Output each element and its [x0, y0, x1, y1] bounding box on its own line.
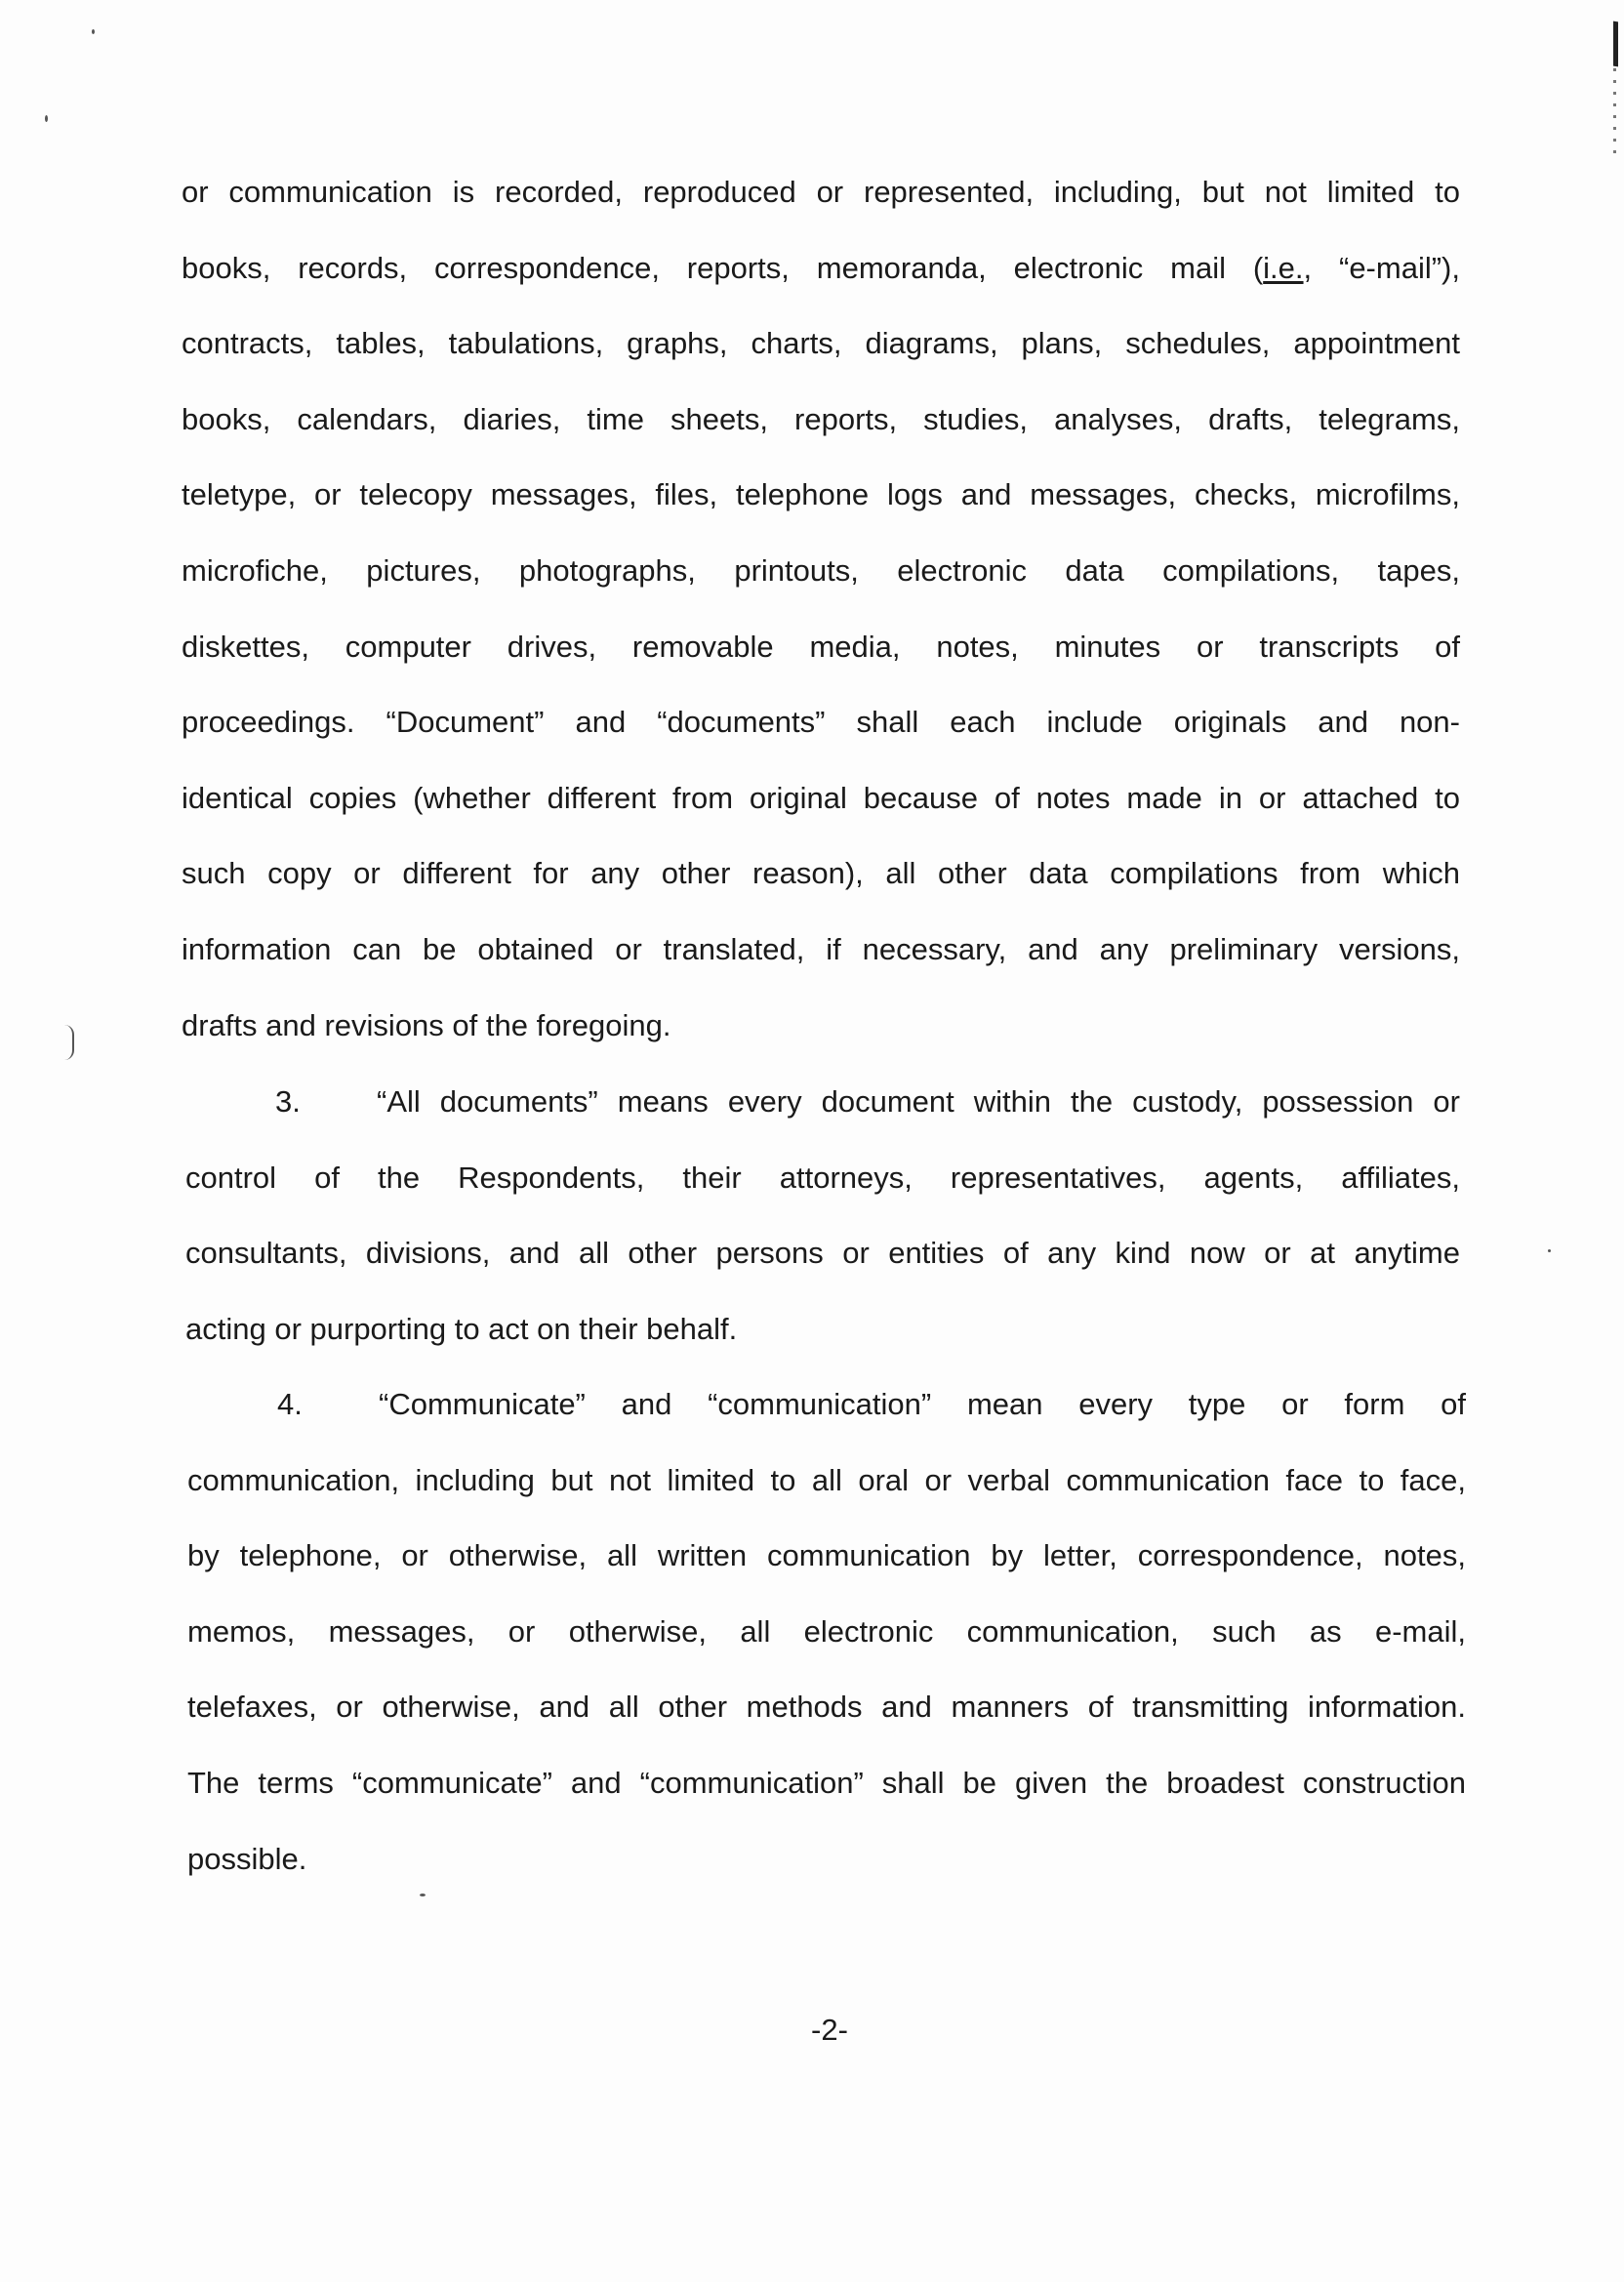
text-line: diskettes, computer drives, removable media, notes, minutes or transcripts of [182, 629, 1460, 664]
paragraph-number: 4. [277, 1387, 303, 1421]
text-segment: , “e-mail”), [1303, 250, 1460, 285]
text-line: by telephone, or otherwise, all written communication by letter, correspondence, notes, [187, 1538, 1466, 1573]
text-segment: books, records, correspondence, reports, memoranda, electronic mail ( [182, 250, 1264, 285]
text-line: teletype, or telecopy messages, files, telephone logs and messages, checks, microfilms, [182, 477, 1460, 512]
ie-abbreviation: i.e. [1263, 250, 1304, 285]
text-segment: “Communicate” and “communication” mean every type or form of [379, 1387, 1466, 1421]
scan-bracket-mark [62, 1025, 74, 1060]
text-line [185, 1064, 1460, 1140]
scan-edge-dots [1613, 68, 1616, 156]
text-line: books, calendars, diaries, time sheets, reports, studies, analyses, drafts, telegrams, [182, 401, 1460, 436]
text-line: consultants, divisions, and all other persons or entities of any kind now or at anytime [185, 1236, 1460, 1271]
text-line: proceedings. “Document” and “documents” shall each include originals and non- [182, 705, 1460, 740]
paragraph-3 [185, 1064, 1460, 1366]
text-line: such copy or different for any other reason), all other data compilations from which [182, 856, 1460, 891]
text-segment: “All documents” means every document within the custody, possession or [377, 1084, 1460, 1119]
text-line: acting or purporting to act on their behalf. [185, 1311, 738, 1346]
text-line: possible. [187, 1841, 307, 1876]
page-number: -2- [811, 2013, 848, 2047]
paragraph-4 [187, 1366, 1466, 1896]
scan-speck [92, 29, 95, 34]
text-line: communication, including but not limited to all oral or verbal communication face to face, [187, 1462, 1466, 1497]
text-line [182, 230, 1460, 306]
text-line [187, 1366, 1466, 1443]
scan-speck [45, 115, 48, 122]
text-line: or communication is recorded, reproduced or represented, including, but not limited to [182, 175, 1460, 209]
text-line: microfiche, pictures, photographs, printouts, electronic data compilations, tapes, [182, 552, 1460, 588]
text-line: telefaxes, or otherwise, and all other methods and manners of transmitting information. [187, 1690, 1466, 1725]
text-line: identical copies (whether different from original because of notes made in or attached to [182, 780, 1460, 815]
text-line: control of the Respondents, their attorneys, representatives, agents, affiliates, [185, 1160, 1460, 1195]
text-line: The terms “communicate” and “communication” shall be given the broadest construction [187, 1765, 1466, 1800]
scan-speck [1548, 1249, 1551, 1252]
text-line: drafts and revisions of the foregoing. [182, 1007, 671, 1042]
text-line: contracts, tables, tabulations, graphs, charts, diagrams, plans, schedules, appointment [182, 326, 1460, 361]
scan-edge-mark [1613, 21, 1618, 67]
paragraph-number: 3. [275, 1084, 301, 1119]
paragraph-continuation [182, 154, 1460, 1063]
text-line: information can be obtained or translated, if necessary, and any preliminary versions, [182, 931, 1460, 966]
text-line: memos, messages, or otherwise, all electronic communication, such as e-mail, [187, 1613, 1466, 1649]
